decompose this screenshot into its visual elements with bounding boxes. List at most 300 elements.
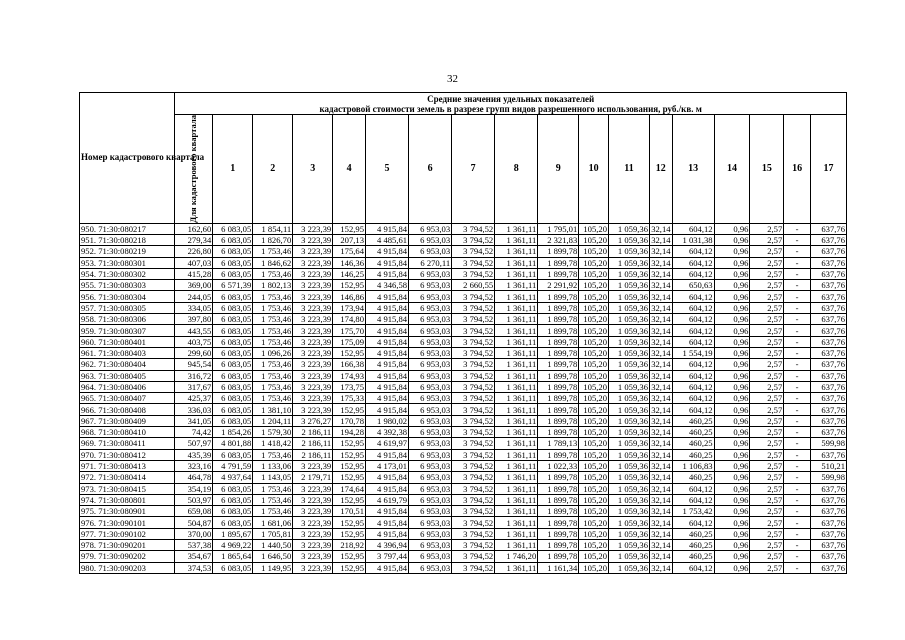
table-cell: 1 059,36 bbox=[609, 540, 650, 551]
table-cell: 460,25 bbox=[672, 528, 714, 539]
table-row bbox=[80, 370, 847, 381]
table-cell: 6 953,03 bbox=[409, 336, 452, 347]
table-cell: 637,76 bbox=[810, 483, 846, 494]
table-cell: 2,57 bbox=[750, 472, 784, 483]
table-cell: 443,55 bbox=[175, 325, 213, 336]
table-cell: 6 953,03 bbox=[409, 347, 452, 358]
table-cell: 1 361,11 bbox=[495, 314, 538, 325]
table-cell: 4 915,84 bbox=[366, 347, 409, 358]
table-cell: 174,80 bbox=[333, 314, 366, 325]
table-cell: 3 794,52 bbox=[452, 268, 495, 279]
table-cell: 1 059,36 bbox=[609, 427, 650, 438]
table-cell: 2 660,55 bbox=[452, 280, 495, 291]
table-cell: 152,95 bbox=[333, 449, 366, 460]
cell-quarter-number: 978. 71:30:090201 bbox=[80, 540, 175, 551]
table-cell: 1 789,13 bbox=[538, 438, 579, 449]
table-cell: 4 969,22 bbox=[213, 540, 253, 551]
table-cell: 2,57 bbox=[750, 336, 784, 347]
table-cell: 6 953,03 bbox=[409, 223, 452, 234]
table-cell: 1 361,11 bbox=[495, 234, 538, 245]
table-cell: 32,14 bbox=[651, 494, 671, 505]
table-cell: 1 854,26 bbox=[213, 427, 253, 438]
table-cell: 0,96 bbox=[714, 551, 750, 562]
table-cell: 152,95 bbox=[333, 460, 366, 471]
table-cell: 0,96 bbox=[714, 257, 750, 268]
table-cell: 1 361,11 bbox=[495, 393, 538, 404]
table-cell: 1 440,50 bbox=[253, 540, 293, 551]
table-cell: 105,20 bbox=[579, 370, 609, 381]
table-cell: 152,95 bbox=[333, 438, 366, 449]
table-cell: 637,76 bbox=[810, 314, 846, 325]
table-cell: 2,57 bbox=[750, 483, 784, 494]
table-cell: 2,57 bbox=[750, 314, 784, 325]
table-cell: 6 083,05 bbox=[213, 234, 253, 245]
table-cell: 0,96 bbox=[714, 291, 750, 302]
table-cell: 2,57 bbox=[750, 223, 784, 234]
table-cell: 1 899,78 bbox=[538, 506, 579, 517]
table-cell: 6 953,03 bbox=[409, 540, 452, 551]
table-cell: 3 794,52 bbox=[452, 246, 495, 257]
table-cell: 1 899,78 bbox=[538, 404, 579, 415]
table-cell: 1 059,36 bbox=[609, 246, 650, 257]
table-cell: 32,14 bbox=[651, 438, 671, 449]
table-cell: 0,96 bbox=[714, 370, 750, 381]
table-cell: 6 953,03 bbox=[409, 302, 452, 313]
table-cell: 3 223,39 bbox=[293, 562, 333, 573]
table-cell: 6 953,03 bbox=[409, 506, 452, 517]
cell-quarter-number: 969. 71:30:080411 bbox=[80, 438, 175, 449]
table-cell: 1 161,34 bbox=[538, 562, 579, 573]
table-cell: 1 899,78 bbox=[538, 381, 579, 392]
table-cell: 403,75 bbox=[175, 336, 213, 347]
cadastral-value-table-container bbox=[79, 92, 847, 574]
table-cell: 6 953,03 bbox=[409, 494, 452, 505]
cell-quarter-number: 979. 71:30:090202 bbox=[80, 551, 175, 562]
table-cell: 6 953,03 bbox=[409, 551, 452, 562]
table-cell: 1 059,36 bbox=[609, 483, 650, 494]
table-cell: 1 059,36 bbox=[609, 302, 650, 313]
table-cell: 32,14 bbox=[651, 302, 671, 313]
table-cell: 3 794,52 bbox=[452, 494, 495, 505]
table-cell: 3 794,52 bbox=[452, 291, 495, 302]
table-cell: 2,57 bbox=[750, 540, 784, 551]
table-row bbox=[80, 449, 847, 460]
table-cell: 152,95 bbox=[333, 494, 366, 505]
header-group-title bbox=[175, 93, 847, 115]
table-cell: 1 059,36 bbox=[609, 325, 650, 336]
table-cell: 3 794,52 bbox=[452, 551, 495, 562]
table-cell: 6 083,05 bbox=[213, 257, 253, 268]
table-cell: 3 794,52 bbox=[452, 257, 495, 268]
table-cell: 1 059,36 bbox=[609, 234, 650, 245]
table-cell: 1 753,46 bbox=[253, 268, 293, 279]
table-cell: 1 361,11 bbox=[495, 404, 538, 415]
table-cell: - bbox=[784, 302, 811, 313]
table-cell: 637,76 bbox=[810, 302, 846, 313]
table-row bbox=[80, 460, 847, 471]
table-cell: 1 753,46 bbox=[253, 325, 293, 336]
table-cell: 3 223,39 bbox=[293, 268, 333, 279]
table-cell: 6 083,05 bbox=[213, 381, 253, 392]
table-cell: 32,14 bbox=[651, 223, 671, 234]
table-cell: 599,98 bbox=[810, 472, 846, 483]
table-row bbox=[80, 246, 847, 257]
table-row bbox=[80, 381, 847, 392]
table-cell: 0,96 bbox=[714, 280, 750, 291]
table-cell: 0,96 bbox=[714, 562, 750, 573]
table-cell: 1 059,36 bbox=[609, 314, 650, 325]
table-cell: 2,57 bbox=[750, 325, 784, 336]
table-cell: 460,25 bbox=[672, 449, 714, 460]
table-cell: 1 059,36 bbox=[609, 551, 650, 562]
table-cell: 105,20 bbox=[579, 415, 609, 426]
table-cell: 105,20 bbox=[579, 483, 609, 494]
table-cell: 1 899,78 bbox=[538, 483, 579, 494]
table-cell: 510,21 bbox=[810, 460, 846, 471]
table-row bbox=[80, 347, 847, 358]
table-cell: 152,95 bbox=[333, 280, 366, 291]
table-cell: 1 899,78 bbox=[538, 268, 579, 279]
table-cell: 3 223,39 bbox=[293, 347, 333, 358]
table-cell: 604,12 bbox=[672, 302, 714, 313]
table-cell: 105,20 bbox=[579, 562, 609, 573]
table-cell: 2,57 bbox=[750, 506, 784, 517]
table-cell: 945,54 bbox=[175, 359, 213, 370]
table-cell: - bbox=[784, 257, 811, 268]
table-row bbox=[80, 562, 847, 573]
table-cell: 1 361,11 bbox=[495, 438, 538, 449]
table-cell: 4 915,84 bbox=[366, 314, 409, 325]
table-cell: 1 579,30 bbox=[253, 427, 293, 438]
table-cell: 1 361,11 bbox=[495, 246, 538, 257]
table-cell: 0,96 bbox=[714, 302, 750, 313]
table-cell: 0,96 bbox=[714, 314, 750, 325]
table-cell: 4 915,84 bbox=[366, 246, 409, 257]
table-row bbox=[80, 438, 847, 449]
table-cell: 0,96 bbox=[714, 460, 750, 471]
table-cell: 2,57 bbox=[750, 449, 784, 460]
table-cell: 1 705,81 bbox=[253, 528, 293, 539]
table-cell: - bbox=[784, 404, 811, 415]
table-cell: 32,14 bbox=[651, 325, 671, 336]
header-column-number: 16 bbox=[784, 115, 811, 224]
table-cell: 32,14 bbox=[651, 381, 671, 392]
table-cell: 6 953,03 bbox=[409, 415, 452, 426]
table-cell: 173,94 bbox=[333, 302, 366, 313]
table-cell: 6 953,03 bbox=[409, 427, 452, 438]
table-cell: 3 276,27 bbox=[293, 415, 333, 426]
table-cell: 32,14 bbox=[651, 257, 671, 268]
table-cell: 1 361,11 bbox=[495, 483, 538, 494]
table-row bbox=[80, 528, 847, 539]
table-cell: 105,20 bbox=[579, 347, 609, 358]
table-cell: 369,00 bbox=[175, 280, 213, 291]
table-cell: 3 223,39 bbox=[293, 460, 333, 471]
table-cell: 1 059,36 bbox=[609, 280, 650, 291]
table-cell: 2,57 bbox=[750, 415, 784, 426]
table-cell: 3 223,39 bbox=[293, 325, 333, 336]
table-cell: 1 059,36 bbox=[609, 359, 650, 370]
table-cell: 6 083,05 bbox=[213, 506, 253, 517]
table-cell: 1 361,11 bbox=[495, 494, 538, 505]
table-cell: 0,96 bbox=[714, 234, 750, 245]
header-column-number: 11 bbox=[609, 115, 650, 224]
table-cell: 3 794,52 bbox=[452, 393, 495, 404]
table-cell: 599,98 bbox=[810, 438, 846, 449]
table-cell: 105,20 bbox=[579, 528, 609, 539]
table-cell: 4 915,84 bbox=[366, 336, 409, 347]
table-cell: 1 361,11 bbox=[495, 460, 538, 471]
table-cell: 1 753,46 bbox=[253, 393, 293, 404]
table-cell: 3 223,39 bbox=[293, 517, 333, 528]
table-cell: 3 223,39 bbox=[293, 393, 333, 404]
cell-quarter-number: 974. 71:30:080801 bbox=[80, 494, 175, 505]
table-cell: 32,14 bbox=[651, 506, 671, 517]
table-cell: 637,76 bbox=[810, 370, 846, 381]
table-cell: 6 270,11 bbox=[409, 257, 452, 268]
header-column-number: 1 bbox=[213, 115, 253, 224]
table-cell: 105,20 bbox=[579, 472, 609, 483]
table-row bbox=[80, 336, 847, 347]
cell-quarter-number: 964. 71:30:080406 bbox=[80, 381, 175, 392]
table-cell: 32,14 bbox=[651, 427, 671, 438]
cell-quarter-number: 962. 71:30:080404 bbox=[80, 359, 175, 370]
table-cell: 4 915,84 bbox=[366, 517, 409, 528]
table-row bbox=[80, 280, 847, 291]
table-cell: 2,57 bbox=[750, 370, 784, 381]
table-cell: 460,25 bbox=[672, 540, 714, 551]
header-group-line1: Средние значения удельных показателей bbox=[427, 93, 595, 104]
table-cell: 0,96 bbox=[714, 415, 750, 426]
table-cell: 1 899,78 bbox=[538, 246, 579, 257]
table-cell: 637,76 bbox=[810, 268, 846, 279]
table-cell: 2,57 bbox=[750, 359, 784, 370]
header-group-line2: кадастровой стоимости земель в разрезе групп видов разрешенного использования, руб./кв. м bbox=[319, 103, 702, 114]
table-cell: 6 953,03 bbox=[409, 234, 452, 245]
table-cell: 2,57 bbox=[750, 517, 784, 528]
table-row bbox=[80, 257, 847, 268]
table-cell: 604,12 bbox=[672, 336, 714, 347]
table-cell: 1 361,11 bbox=[495, 268, 538, 279]
table-cell: 3 223,39 bbox=[293, 223, 333, 234]
table-cell: 2,57 bbox=[750, 347, 784, 358]
table-cell: 1 899,78 bbox=[538, 494, 579, 505]
table-cell: 6 953,03 bbox=[409, 280, 452, 291]
table-cell: 1 899,78 bbox=[538, 370, 579, 381]
table-cell: 175,70 bbox=[333, 325, 366, 336]
table-cell: 370,00 bbox=[175, 528, 213, 539]
header-column-number: 10 bbox=[579, 115, 609, 224]
table-cell: 0,96 bbox=[714, 517, 750, 528]
table-cell: 6 953,03 bbox=[409, 528, 452, 539]
table-cell: 1 059,36 bbox=[609, 291, 650, 302]
table-cell: - bbox=[784, 506, 811, 517]
table-cell: 637,76 bbox=[810, 517, 846, 528]
table-cell: 146,25 bbox=[333, 268, 366, 279]
table-cell: 32,14 bbox=[651, 291, 671, 302]
table-cell: 460,25 bbox=[672, 427, 714, 438]
table-cell: 32,14 bbox=[651, 280, 671, 291]
table-cell: 1 133,06 bbox=[253, 460, 293, 471]
table-cell: 3 794,52 bbox=[452, 483, 495, 494]
table-cell: 637,76 bbox=[810, 246, 846, 257]
table-cell: 6 953,03 bbox=[409, 381, 452, 392]
table-cell: - bbox=[784, 370, 811, 381]
table-cell: 32,14 bbox=[651, 404, 671, 415]
table-cell: - bbox=[784, 381, 811, 392]
table-row bbox=[80, 223, 847, 234]
table-cell: 152,95 bbox=[333, 404, 366, 415]
table-cell: 2 321,83 bbox=[538, 234, 579, 245]
table-row bbox=[80, 314, 847, 325]
table-cell: 407,03 bbox=[175, 257, 213, 268]
table-cell: 1 361,11 bbox=[495, 472, 538, 483]
table-cell: 299,60 bbox=[175, 347, 213, 358]
table-cell: 2,57 bbox=[750, 268, 784, 279]
table-cell: 1 361,11 bbox=[495, 347, 538, 358]
table-cell: 0,96 bbox=[714, 393, 750, 404]
table-cell: 2,57 bbox=[750, 280, 784, 291]
table-cell: - bbox=[784, 415, 811, 426]
table-cell: 6 953,03 bbox=[409, 438, 452, 449]
table-cell: 32,14 bbox=[651, 348, 671, 359]
table-cell: 6 083,05 bbox=[213, 483, 253, 494]
table-body bbox=[80, 223, 847, 573]
table-cell: 105,20 bbox=[579, 291, 609, 302]
table-cell: 32,14 bbox=[651, 370, 671, 381]
table-cell: 3 794,52 bbox=[452, 347, 495, 358]
table-cell: 3 223,39 bbox=[293, 370, 333, 381]
header-column-number: 6 bbox=[409, 115, 452, 224]
table-cell: 604,12 bbox=[672, 517, 714, 528]
table-cell: 3 797,44 bbox=[366, 551, 409, 562]
table-cell: 162,60 bbox=[175, 223, 213, 234]
table-cell: 105,20 bbox=[579, 246, 609, 257]
table-cell: 3 223,39 bbox=[293, 483, 333, 494]
table-cell: 3 223,39 bbox=[293, 506, 333, 517]
table-cell: 152,95 bbox=[333, 223, 366, 234]
table-cell: 3 794,52 bbox=[452, 302, 495, 313]
table-cell: 4 915,84 bbox=[366, 528, 409, 539]
table-cell: 32,14 bbox=[651, 551, 671, 562]
table-cell: 1 361,11 bbox=[495, 517, 538, 528]
table-cell: 105,20 bbox=[579, 280, 609, 291]
table-row bbox=[80, 302, 847, 313]
table-cell: 1 899,78 bbox=[538, 528, 579, 539]
table-cell: 604,12 bbox=[672, 404, 714, 415]
table-cell: 6 083,05 bbox=[213, 517, 253, 528]
table-cell: 3 794,52 bbox=[452, 449, 495, 460]
table-cell: 659,08 bbox=[175, 506, 213, 517]
table-cell: 6 083,05 bbox=[213, 449, 253, 460]
table-cell: - bbox=[784, 472, 811, 483]
table-cell: 1 361,11 bbox=[495, 427, 538, 438]
table-cell: 226,80 bbox=[175, 246, 213, 257]
table-cell: 105,20 bbox=[579, 427, 609, 438]
table-cell: 6 083,05 bbox=[213, 370, 253, 381]
table-cell: 2,57 bbox=[750, 393, 784, 404]
table-cell: 3 223,39 bbox=[293, 528, 333, 539]
table-cell: 1 802,13 bbox=[253, 280, 293, 291]
table-cell: 637,76 bbox=[810, 449, 846, 460]
table-cell: 3 794,52 bbox=[452, 370, 495, 381]
table-cell: 354,67 bbox=[175, 551, 213, 562]
table-cell: 637,76 bbox=[810, 393, 846, 404]
table-cell: 4 619,97 bbox=[366, 438, 409, 449]
table-cell: 1 096,26 bbox=[253, 347, 293, 358]
table-cell: 1 899,78 bbox=[538, 302, 579, 313]
table-cell: 604,12 bbox=[672, 291, 714, 302]
table-cell: 1 899,78 bbox=[538, 359, 579, 370]
cell-quarter-number: 966. 71:30:080408 bbox=[80, 404, 175, 415]
table-cell: 32,14 bbox=[651, 517, 671, 528]
table-cell: 1 899,78 bbox=[538, 540, 579, 551]
header-row-group bbox=[80, 93, 847, 115]
table-cell: 1 795,01 bbox=[538, 223, 579, 234]
header-column-number: 15 bbox=[750, 115, 784, 224]
header-row-columns bbox=[80, 115, 847, 224]
table-cell: 3 223,39 bbox=[293, 291, 333, 302]
table-cell: 105,20 bbox=[579, 494, 609, 505]
table-cell: 637,76 bbox=[810, 280, 846, 291]
table-cell: 1 059,36 bbox=[609, 472, 650, 483]
table-cell: 1 753,46 bbox=[253, 314, 293, 325]
table-cell: 6 083,05 bbox=[213, 268, 253, 279]
table-cell: 6 953,03 bbox=[409, 314, 452, 325]
table-cell: 6 083,05 bbox=[213, 347, 253, 358]
table-cell: 1 865,64 bbox=[213, 551, 253, 562]
table-cell: - bbox=[784, 336, 811, 347]
table-cell: 152,95 bbox=[333, 347, 366, 358]
table-cell: 0,96 bbox=[714, 438, 750, 449]
table-cell: 1 646,50 bbox=[253, 551, 293, 562]
table-cell: 397,80 bbox=[175, 314, 213, 325]
table-cell: 1 059,36 bbox=[609, 494, 650, 505]
table-cell: 2,57 bbox=[750, 257, 784, 268]
table-cell: 4 915,84 bbox=[366, 506, 409, 517]
table-cell: 341,05 bbox=[175, 415, 213, 426]
table-cell: 3 794,52 bbox=[452, 404, 495, 415]
table-cell: 637,76 bbox=[810, 528, 846, 539]
table-cell: - bbox=[784, 494, 811, 505]
table-cell: 1 361,11 bbox=[495, 336, 538, 347]
table-cell: 0,96 bbox=[714, 359, 750, 370]
table-cell: 1 899,78 bbox=[538, 291, 579, 302]
table-cell: 0,96 bbox=[714, 223, 750, 234]
table-cell: 3 794,52 bbox=[452, 314, 495, 325]
cell-quarter-number: 973. 71:30:080415 bbox=[80, 483, 175, 494]
table-cell: 6 953,03 bbox=[409, 370, 452, 381]
table-cell: 32,14 bbox=[651, 483, 671, 494]
table-cell: 637,76 bbox=[810, 506, 846, 517]
table-cell: 354,19 bbox=[175, 483, 213, 494]
table-cell: 2,57 bbox=[750, 381, 784, 392]
table-cell: 1 899,78 bbox=[538, 347, 579, 358]
table-row bbox=[80, 268, 847, 279]
cell-quarter-number: 972. 71:30:080414 bbox=[80, 472, 175, 483]
table-cell: 1 753,46 bbox=[253, 449, 293, 460]
table-cell: 3 794,52 bbox=[452, 540, 495, 551]
table-cell: 105,20 bbox=[579, 268, 609, 279]
table-cell: 105,20 bbox=[579, 551, 609, 562]
table-cell: 175,33 bbox=[333, 393, 366, 404]
table-cell: 105,20 bbox=[579, 302, 609, 313]
header-quarter-number: Номер кадастрового квартала bbox=[80, 93, 175, 224]
table-cell: 6 953,03 bbox=[409, 404, 452, 415]
table-cell: 1 361,11 bbox=[495, 325, 538, 336]
table-cell: 1 899,78 bbox=[538, 415, 579, 426]
table-cell: 2,57 bbox=[750, 528, 784, 539]
